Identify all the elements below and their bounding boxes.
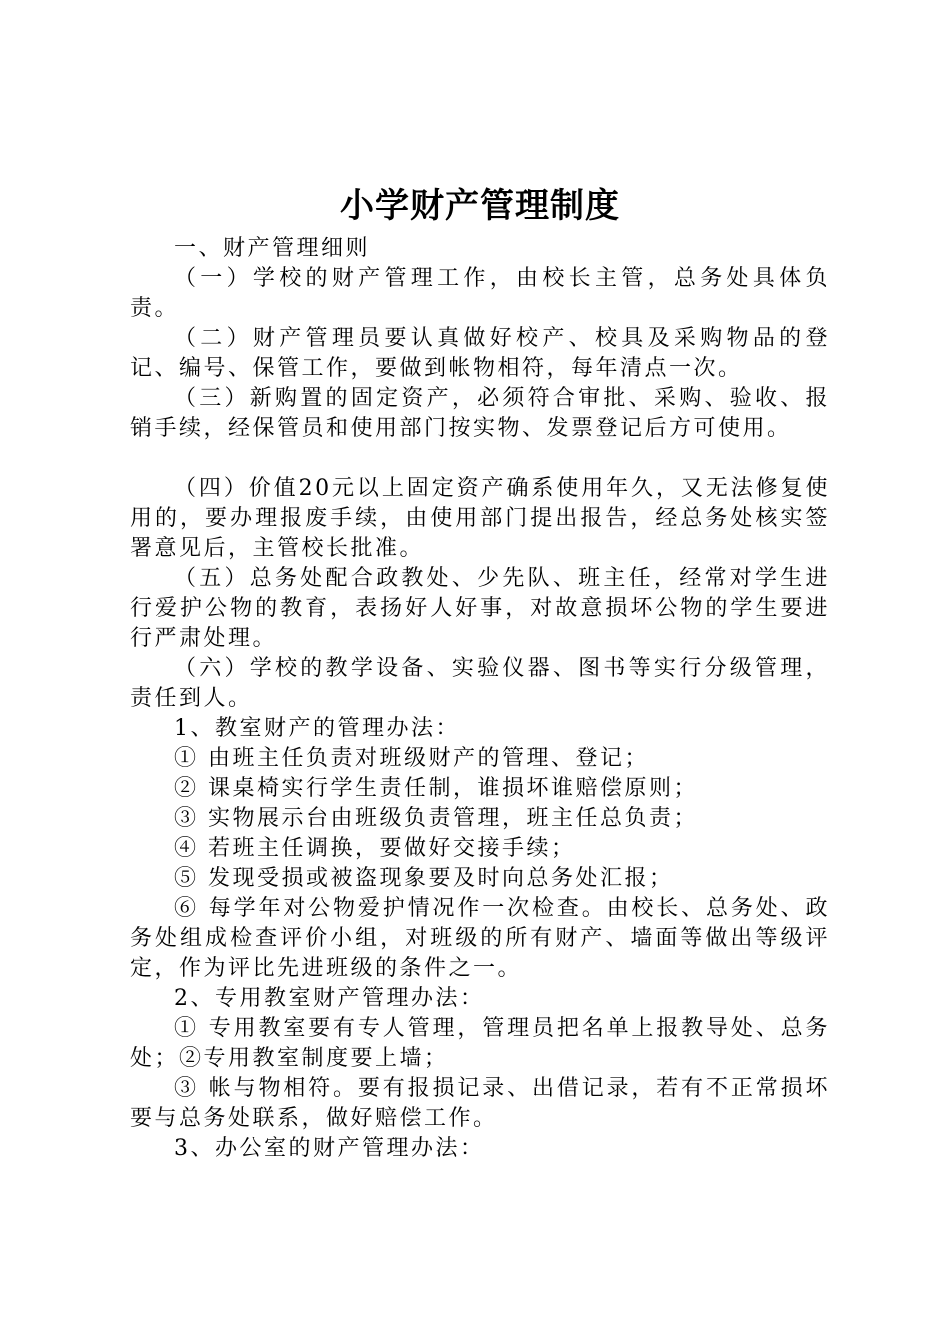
paragraph-rule-5: （五）总务处配合政教处、少先队、班主任，经常对学生进行爱护公物的教育，表扬好人好事，对故意损坏公物的学生要进行严肃处理。 bbox=[130, 566, 830, 651]
paragraph-rule-6: （六）学校的教学设备、实验仪器、图书等实行分级管理，责任到人。 bbox=[130, 656, 830, 711]
list-item-classroom-6: ⑥ 每学年对公物爱护情况作一次检查。由校长、总务处、政务处组成检查评价小组，对班级的所有财产、墙面等做出等级评定，作为评比先进班级的条件之一。 bbox=[130, 896, 830, 981]
paragraph-rule-4: （四）价值20元以上固定资产确系使用年久，又无法修复使用的，要办理报废手续，由使用部门提出报告，经总务处核实签署意见后，主管校长批准。 bbox=[130, 476, 830, 561]
paragraph-rule-2: （二）财产管理员要认真做好校产、校具及采购物品的登记、编号、保管工作，要做到帐物相符，每年清点一次。 bbox=[130, 326, 830, 381]
list-item-special-classroom-1: ① 专用教室要有专人管理，管理员把名单上报教导处、总务处；②专用教室制度要上墙； bbox=[130, 1016, 830, 1071]
document-page bbox=[130, 178, 830, 1164]
paragraph-rule-1: （一）学校的财产管理工作，由校长主管，总务处具体负责。 bbox=[130, 266, 830, 321]
section-heading-property-rules: 一、财产管理细则 bbox=[174, 236, 371, 261]
document-title: 小学财产管理制度 bbox=[340, 186, 620, 226]
list-item-classroom-4: ④ 若班主任调换，要做好交接手续； bbox=[174, 836, 576, 861]
paragraph-rule-3: （三）新购置的固定资产，必须符合审批、采购、验收、报销手续，经保管员和使用部门按实物、发票登记后方可使用。 bbox=[130, 386, 830, 441]
list-item-classroom-5: ⑤ 发现受损或被盗现象要及时向总务处汇报； bbox=[174, 866, 674, 891]
subheading-office-property: 3、办公室的财产管理办法： bbox=[174, 1136, 485, 1161]
list-item-special-classroom-3: ③ 帐与物相符。要有报损记录、出借记录，若有不正常损坏要与总务处联系，做好赔偿工作。 bbox=[130, 1076, 830, 1131]
subheading-classroom-property: 1、教室财产的管理办法： bbox=[174, 716, 460, 741]
subheading-special-classroom-property: 2、专用教室财产管理办法： bbox=[174, 986, 485, 1011]
list-item-classroom-3: ③ 实物展示台由班级负责管理，班主任总负责； bbox=[174, 806, 698, 831]
list-item-classroom-2: ② 课桌椅实行学生责任制，谁损坏谁赔偿原则； bbox=[174, 776, 698, 801]
list-item-classroom-1: ① 由班主任负责对班级财产的管理、登记； bbox=[174, 746, 649, 771]
